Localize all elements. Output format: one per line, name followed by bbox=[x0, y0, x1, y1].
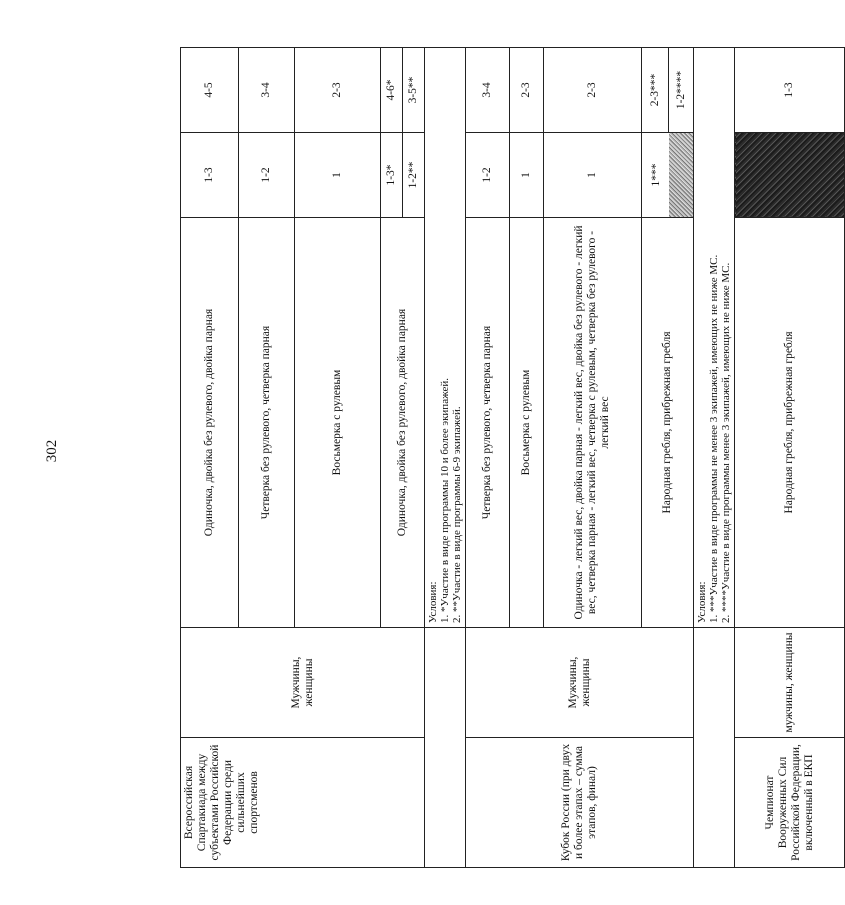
place-cell: 1 bbox=[544, 133, 642, 218]
scan-artifact bbox=[669, 133, 693, 217]
page-number: 302 bbox=[44, 439, 60, 463]
total-cell: 1-3 bbox=[735, 48, 845, 133]
condition-line: 1. *Участие в виде программы 10 и более экипажей. bbox=[439, 377, 451, 623]
table-row bbox=[466, 48, 510, 868]
total-cell-b: 3-5** bbox=[403, 48, 425, 133]
discipline-cell: Четверка без рулевого, четверка парная bbox=[239, 218, 295, 628]
total-cell: 2-3 bbox=[510, 48, 544, 133]
place-cell bbox=[642, 133, 694, 218]
table-row bbox=[735, 48, 845, 868]
total-value-b: 1-2**** bbox=[675, 70, 687, 110]
total-cell: 3-4 bbox=[239, 48, 295, 133]
total-cell-a: 4-6* bbox=[381, 48, 403, 133]
condition-line: 2. ****Участие в виде программы менее 3 экипажей, имеющих не ниже МС. bbox=[720, 262, 732, 623]
gender-cell: Мужчины, женщины bbox=[466, 628, 694, 738]
condition-line: 2. **Участие в виде программы 6-9 экипажей. bbox=[451, 406, 463, 623]
gender-cell: Мужчины, женщины bbox=[181, 628, 425, 738]
conditions-title: Условия: bbox=[427, 581, 439, 623]
place-cell-a: 1-3* bbox=[381, 133, 403, 218]
total-cell: 3-4 bbox=[466, 48, 510, 133]
discipline-cell: Восьмерка с рулевым bbox=[295, 218, 381, 628]
discipline-cell: Одиночка - легкий вес, двойка парная - легкий вес, двойка без рулевого - легкий вес, четверка парная - легкий вес, четверка с рулевым, четверка без рулевого - легкий вес bbox=[544, 218, 642, 628]
discipline-cell: Восьмерка с рулевым bbox=[510, 218, 544, 628]
total-cell: 2-3 bbox=[295, 48, 381, 133]
gender-cell: мужчины, женщины bbox=[735, 628, 845, 738]
total-cell: 4-5 bbox=[181, 48, 239, 133]
place-value: 1*** bbox=[649, 163, 662, 187]
total-value-a: 2-3*** bbox=[642, 48, 669, 132]
table-row bbox=[694, 48, 735, 868]
place-cell: 1-2 bbox=[466, 133, 510, 218]
competition-name: Всероссийская Спартакиада между субъектами Российской Федерации среди сильнейших спортсменов bbox=[181, 738, 425, 868]
place-cell: 1 bbox=[510, 133, 544, 218]
scan-artifact bbox=[735, 133, 845, 218]
place-cell: 1 bbox=[295, 133, 381, 218]
conditions-title: Условия: bbox=[696, 581, 708, 623]
place-cell-b: 1-2** bbox=[403, 133, 425, 218]
competition-name: Чемпионат Вооруженных Сил Российской Федерации, включенный в ЕКП bbox=[735, 738, 845, 868]
competition-name: Кубок России (при двух и более этапах – сумма этапов, финал) bbox=[466, 738, 694, 868]
discipline-cell: Одиночка, двойка без рулевого, двойка парная bbox=[181, 218, 239, 628]
rotated-table-container bbox=[180, 48, 815, 868]
total-cell bbox=[642, 48, 694, 133]
condition-line: 1. ***Участие в виде программы не менее 3 экипажей, имеющих не ниже МС. bbox=[708, 254, 720, 623]
discipline-cell: Народная гребля, прибрежная гребля bbox=[642, 218, 694, 628]
place-cell: 1-3 bbox=[181, 133, 239, 218]
table-row bbox=[181, 48, 239, 868]
results-table bbox=[180, 47, 845, 868]
discipline-cell: Четверка без рулевого, четверка парная bbox=[466, 218, 510, 628]
discipline-cell: Народная гребля, прибрежная гребля bbox=[735, 218, 845, 628]
table-row bbox=[425, 48, 466, 868]
conditions-block bbox=[694, 48, 735, 628]
total-cell: 2-3 bbox=[544, 48, 642, 133]
place-cell: 1-2 bbox=[239, 133, 295, 218]
discipline-cell: Одиночка, двойка без рулевого, двойка парная bbox=[381, 218, 425, 628]
conditions-block bbox=[425, 48, 466, 628]
